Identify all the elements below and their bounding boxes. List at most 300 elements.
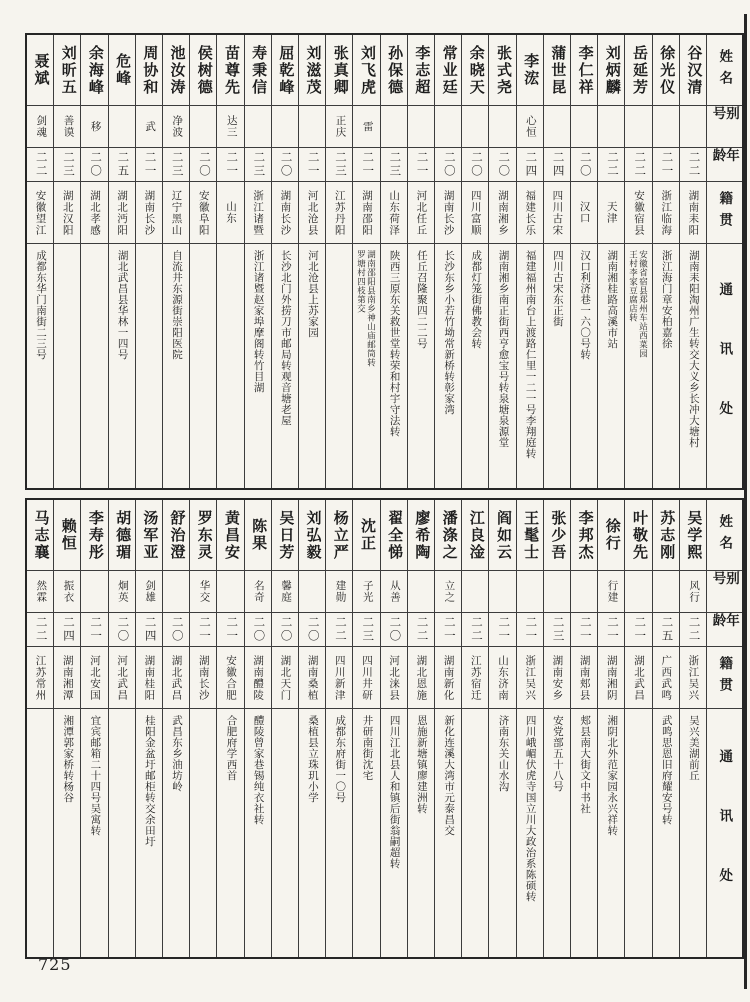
alias-cell	[272, 571, 298, 613]
contact-text	[356, 250, 376, 367]
alias-cell	[462, 571, 488, 613]
alias-text: 移	[89, 120, 101, 133]
native-text: 江苏常州	[34, 654, 46, 701]
contact-text: 合肥府学西首	[225, 715, 237, 781]
name-text: 舒治澄	[168, 509, 185, 561]
native-cell	[625, 647, 651, 709]
alias-cell	[163, 571, 189, 613]
age-text: 二二	[470, 616, 483, 643]
person-column	[380, 500, 407, 957]
age-text: 二四	[524, 151, 537, 178]
age-cell	[680, 613, 706, 647]
name-text: 余晓天	[467, 44, 484, 96]
header-label-name: 姓名	[717, 48, 733, 92]
person-column	[352, 35, 379, 488]
name-text: 吴学熙	[685, 509, 702, 561]
contact-cell	[462, 244, 488, 488]
person-column	[679, 500, 706, 957]
header-label-age: 年龄	[710, 613, 739, 635]
alias-cell	[190, 571, 216, 613]
contact-cell	[381, 709, 407, 957]
age-cell	[489, 613, 515, 647]
name-cell	[381, 35, 407, 106]
contact-text: 长沙东乡小若竹坳常新桥转彰家湾	[443, 250, 455, 415]
native-cell	[517, 182, 543, 244]
age-text: 二五	[116, 151, 129, 178]
name-cell	[54, 500, 80, 571]
name-cell	[272, 35, 298, 106]
native-text: 湖南醴陵	[252, 654, 264, 701]
native-text: 河北安国	[88, 654, 100, 701]
native-cell	[489, 182, 515, 244]
native-cell	[190, 647, 216, 709]
name-text: 吴日芳	[277, 509, 294, 561]
name-text: 张式尧	[494, 44, 511, 96]
name-cell	[245, 500, 271, 571]
header-cell-contact	[707, 709, 742, 957]
age-cell	[109, 148, 135, 182]
name-cell	[571, 35, 597, 106]
native-cell	[571, 182, 597, 244]
contact-text: 河北沧县上苏家园	[307, 250, 319, 338]
contact-text: 长沙北门外捞刀市邮局转观音塘老屋	[279, 250, 291, 426]
contact-text: 郏县南大街文中书社	[579, 715, 591, 814]
header-label-native: 籍贯	[717, 191, 733, 234]
contact-text: 宜宾邮箱二十四号吴寓转	[89, 715, 101, 836]
age-cell	[54, 148, 80, 182]
alias-text: 风行	[688, 580, 700, 603]
header-label-age: 年龄	[710, 148, 739, 170]
name-cell	[136, 35, 162, 106]
contact-cell	[571, 709, 597, 957]
name-text: 侯树德	[195, 44, 212, 96]
person-column	[53, 35, 80, 488]
age-text: 二一	[361, 151, 374, 178]
contact-cell	[109, 244, 135, 488]
age-cell	[326, 613, 352, 647]
native-text: 湖北孝感	[88, 189, 100, 236]
name-cell	[190, 35, 216, 106]
name-text: 刘飞虎	[358, 44, 375, 96]
name-text: 屈乾峰	[277, 44, 294, 96]
alias-cell	[381, 106, 407, 148]
age-cell	[163, 613, 189, 647]
age-text: 二〇	[279, 616, 292, 643]
person-column	[53, 500, 80, 957]
contact-text: 任丘召隆聚四二二号	[415, 250, 427, 349]
native-text: 安徽合肥	[224, 654, 236, 701]
header-column	[706, 35, 742, 488]
native-cell	[299, 182, 325, 244]
header-label-native: 籍贯	[717, 656, 733, 699]
native-text: 湖南长沙	[143, 189, 155, 236]
native-cell	[653, 647, 679, 709]
contact-text: 四川江北县人和镇后街翁嗣超转	[388, 715, 400, 869]
native-text: 湖南安乡	[551, 654, 563, 701]
age-text: 二一	[660, 151, 673, 178]
contact-text: 新化连溪大湾市元泰昌交	[443, 715, 455, 836]
name-text: 廖希陶	[413, 509, 430, 561]
alias-text: 名奇	[252, 580, 264, 603]
native-cell	[245, 647, 271, 709]
page-number: 725	[38, 955, 72, 974]
native-text: 湖南长沙	[279, 189, 291, 236]
age-text: 二一	[225, 151, 238, 178]
contact-cell	[353, 244, 379, 488]
contact-text: 湖南湘乡南正街西亨愈宝号转泉塘泉源堂	[497, 250, 509, 448]
age-text: 二〇	[497, 151, 510, 178]
name-text: 李寿彤	[86, 509, 103, 561]
age-text: 二一	[143, 151, 156, 178]
contact-cell	[109, 709, 135, 957]
alias-cell	[517, 106, 543, 148]
name-text: 李仁祥	[576, 44, 593, 96]
name-cell	[462, 35, 488, 106]
native-cell	[598, 647, 624, 709]
contact-text: 四川古宋东正街	[551, 250, 563, 327]
person-column	[516, 35, 543, 488]
header-cell-alias	[707, 106, 742, 148]
native-cell	[435, 647, 461, 709]
native-text: 湖北武昌	[170, 654, 182, 701]
alias-cell	[245, 571, 271, 613]
alias-cell	[625, 106, 651, 148]
person-column	[488, 35, 515, 488]
person-column	[597, 35, 624, 488]
name-cell	[435, 35, 461, 106]
age-cell	[190, 613, 216, 647]
age-text: 二〇	[442, 151, 455, 178]
age-cell	[163, 148, 189, 182]
alias-text: 达三	[225, 115, 237, 138]
contact-text: 恩施新塘镇廖建洲转	[415, 715, 427, 814]
age-text: 二〇	[306, 616, 319, 643]
age-text: 二三	[170, 151, 183, 178]
native-cell	[462, 647, 488, 709]
name-cell	[680, 35, 706, 106]
alias-cell	[109, 106, 135, 148]
name-cell	[326, 35, 352, 106]
alias-cell	[217, 571, 243, 613]
age-cell	[517, 613, 543, 647]
alias-text: 馨庭	[280, 580, 292, 603]
contact-cell	[81, 709, 107, 957]
header-cell-name	[707, 35, 742, 106]
name-text: 马志襄	[32, 509, 49, 561]
contact-cell	[81, 244, 107, 488]
name-text: 孙保德	[386, 44, 403, 96]
name-text: 李浤	[522, 53, 539, 87]
person-column	[216, 500, 243, 957]
age-text: 二五	[660, 616, 673, 643]
person-column	[135, 35, 162, 488]
name-cell	[163, 35, 189, 106]
age-text: 二二	[34, 616, 47, 643]
name-text: 常业廷	[440, 44, 457, 96]
native-cell	[544, 182, 570, 244]
age-cell	[27, 148, 53, 182]
alias-cell	[353, 106, 379, 148]
name-cell	[217, 500, 243, 571]
person-column	[244, 35, 271, 488]
name-cell	[544, 500, 570, 571]
name-cell	[299, 500, 325, 571]
name-cell	[544, 35, 570, 106]
person-column	[135, 500, 162, 957]
native-cell	[163, 182, 189, 244]
native-cell	[381, 182, 407, 244]
name-cell	[381, 500, 407, 571]
header-cell-name	[707, 500, 742, 571]
native-cell	[54, 182, 80, 244]
age-cell	[489, 148, 515, 182]
alias-text: 炯英	[116, 580, 128, 603]
age-cell	[136, 613, 162, 647]
age-cell	[136, 148, 162, 182]
native-cell	[571, 647, 597, 709]
native-cell	[680, 182, 706, 244]
age-text: 二二	[34, 151, 47, 178]
name-cell	[653, 35, 679, 106]
name-text: 胡德瑂	[114, 509, 131, 561]
name-text: 潘涤之	[440, 509, 457, 561]
native-cell	[381, 647, 407, 709]
age-text: 二四	[143, 616, 156, 643]
alias-text: 然霖	[35, 580, 47, 603]
alias-cell	[571, 106, 597, 148]
name-text: 刘炳麟	[603, 44, 620, 96]
contact-cell	[217, 244, 243, 488]
contact-line-2: 王村李家豆腐店转	[628, 250, 639, 322]
contact-cell	[272, 244, 298, 488]
age-text: 二二	[687, 616, 700, 643]
contact-text: 吴兴美湖前丘	[687, 715, 699, 781]
alias-cell	[489, 106, 515, 148]
age-cell	[680, 148, 706, 182]
contact-text: 湘阴北外范家园永兴祥转	[606, 715, 618, 836]
native-cell	[680, 647, 706, 709]
alias-text: 行建	[606, 580, 618, 603]
contact-cell	[54, 709, 80, 957]
person-column	[679, 35, 706, 488]
native-text: 浙江吴兴	[687, 654, 699, 701]
name-text: 江良淦	[467, 509, 484, 561]
alias-cell	[598, 571, 624, 613]
alias-text: 净波	[171, 115, 183, 138]
name-text: 赖恒	[59, 518, 76, 552]
native-cell	[109, 647, 135, 709]
native-text: 山东济南	[496, 654, 508, 701]
person-column	[407, 35, 434, 488]
age-cell	[272, 613, 298, 647]
name-text: 翟全悌	[386, 509, 403, 561]
native-text: 湖南邵阳	[360, 189, 372, 236]
age-text: 二〇	[116, 616, 129, 643]
person-column	[189, 500, 216, 957]
name-text: 余海峰	[86, 44, 103, 96]
contact-cell	[435, 709, 461, 957]
native-cell	[27, 647, 53, 709]
alias-cell	[435, 571, 461, 613]
name-cell	[435, 500, 461, 571]
native-cell	[272, 647, 298, 709]
alias-cell	[544, 571, 570, 613]
age-text: 二〇	[578, 151, 591, 178]
native-cell	[299, 647, 325, 709]
name-text: 黄昌安	[222, 509, 239, 561]
alias-text: 剑魂	[35, 115, 47, 138]
age-cell	[598, 613, 624, 647]
age-text: 二四	[551, 151, 564, 178]
name-text: 罗东灵	[195, 509, 212, 561]
native-text: 浙江临海	[660, 189, 672, 236]
age-text: 二三	[551, 616, 564, 643]
native-text: 湖南桑植	[306, 654, 318, 701]
native-cell	[408, 647, 434, 709]
age-cell	[353, 613, 379, 647]
native-cell	[625, 182, 651, 244]
native-text: 湖南桂阳	[143, 654, 155, 701]
name-cell	[245, 35, 271, 106]
alias-text: 建勋	[334, 580, 346, 603]
person-column	[624, 500, 651, 957]
contact-cell	[299, 244, 325, 488]
native-text: 湖北恩施	[415, 654, 427, 701]
native-cell	[326, 647, 352, 709]
age-text: 二一	[197, 616, 210, 643]
contact-line-2: 罗塘村四枝第交	[356, 250, 367, 313]
alias-cell	[272, 106, 298, 148]
native-cell	[217, 182, 243, 244]
age-text: 二三	[388, 151, 401, 178]
name-text: 刘弘毅	[304, 509, 321, 561]
person-column	[80, 35, 107, 488]
native-cell	[136, 647, 162, 709]
name-text: 张少吾	[549, 509, 566, 561]
native-text: 四川古宋	[551, 189, 563, 236]
native-cell	[272, 182, 298, 244]
alias-cell	[517, 571, 543, 613]
name-text: 蒲世昆	[549, 44, 566, 96]
person-column	[380, 35, 407, 488]
header-label-alias: 别号	[710, 106, 739, 128]
contact-cell	[190, 709, 216, 957]
contact-text: 成都灯笼街佛教会转	[470, 250, 482, 349]
name-cell	[353, 35, 379, 106]
name-cell	[217, 35, 243, 106]
alias-cell	[54, 106, 80, 148]
native-text: 湖南长沙	[442, 189, 454, 236]
name-text: 刘昕五	[59, 44, 76, 96]
person-column	[570, 35, 597, 488]
native-text: 浙江吴兴	[524, 654, 536, 701]
native-text: 湖北天门	[279, 654, 291, 701]
age-cell	[272, 148, 298, 182]
age-cell	[27, 613, 53, 647]
native-cell	[190, 182, 216, 244]
age-cell	[435, 148, 461, 182]
native-cell	[462, 182, 488, 244]
native-cell	[489, 647, 515, 709]
age-cell	[653, 613, 679, 647]
age-text: 二〇	[388, 616, 401, 643]
native-text: 湖南湘阴	[605, 654, 617, 701]
contact-cell	[408, 709, 434, 957]
age-cell	[109, 613, 135, 647]
native-text: 浙江诸暨	[252, 189, 264, 236]
alias-cell	[163, 106, 189, 148]
person-column	[298, 500, 325, 957]
contact-cell	[136, 244, 162, 488]
name-text: 沈正	[358, 518, 375, 552]
contact-cell	[217, 709, 243, 957]
person-column	[80, 500, 107, 957]
person-column	[271, 35, 298, 488]
native-text: 山东荷泽	[388, 189, 400, 236]
name-text: 汤军亚	[141, 509, 158, 561]
name-text: 寿秉信	[250, 44, 267, 96]
contact-line-1: 安徽省宿县郑州车站西菜园	[638, 250, 649, 358]
contact-text: 自流井东源街崇阳医院	[171, 250, 183, 360]
alias-text: 雷	[361, 120, 373, 133]
contact-cell	[680, 709, 706, 957]
name-text: 周协和	[141, 44, 158, 96]
contact-cell	[27, 244, 53, 488]
name-cell	[489, 500, 515, 571]
age-text: 二二	[633, 151, 646, 178]
alias-cell	[81, 106, 107, 148]
alias-cell	[435, 106, 461, 148]
person-column	[543, 35, 570, 488]
person-column	[27, 500, 53, 957]
alias-text: 正庆	[334, 115, 346, 138]
native-text: 湖南湘乡	[496, 189, 508, 236]
person-column	[108, 35, 135, 488]
age-cell	[381, 148, 407, 182]
native-text: 湖南长沙	[197, 654, 209, 701]
age-text: 二二	[687, 151, 700, 178]
age-text: 二二	[606, 151, 619, 178]
age-cell	[625, 613, 651, 647]
native-cell	[408, 182, 434, 244]
person-column	[162, 35, 189, 488]
alias-cell	[544, 106, 570, 148]
alias-cell	[408, 571, 434, 613]
native-text: 湖南新化	[442, 654, 454, 701]
native-cell	[544, 647, 570, 709]
contact-text	[628, 250, 648, 358]
alias-cell	[680, 106, 706, 148]
alias-cell	[190, 106, 216, 148]
age-cell	[81, 613, 107, 647]
name-text: 李志超	[413, 44, 430, 96]
contact-cell	[381, 244, 407, 488]
name-cell	[489, 35, 515, 106]
native-cell	[217, 647, 243, 709]
page-edge-line	[744, 14, 747, 989]
person-column	[162, 500, 189, 957]
name-cell	[27, 500, 53, 571]
age-text: 二一	[89, 616, 102, 643]
age-text: 二一	[497, 616, 510, 643]
age-cell	[653, 148, 679, 182]
person-column	[652, 500, 679, 957]
alias-text: 从善	[388, 580, 400, 603]
header-label-contact: 通讯处	[717, 748, 733, 928]
name-text: 陈果	[250, 518, 267, 552]
contact-cell	[517, 709, 543, 957]
name-cell	[462, 500, 488, 571]
